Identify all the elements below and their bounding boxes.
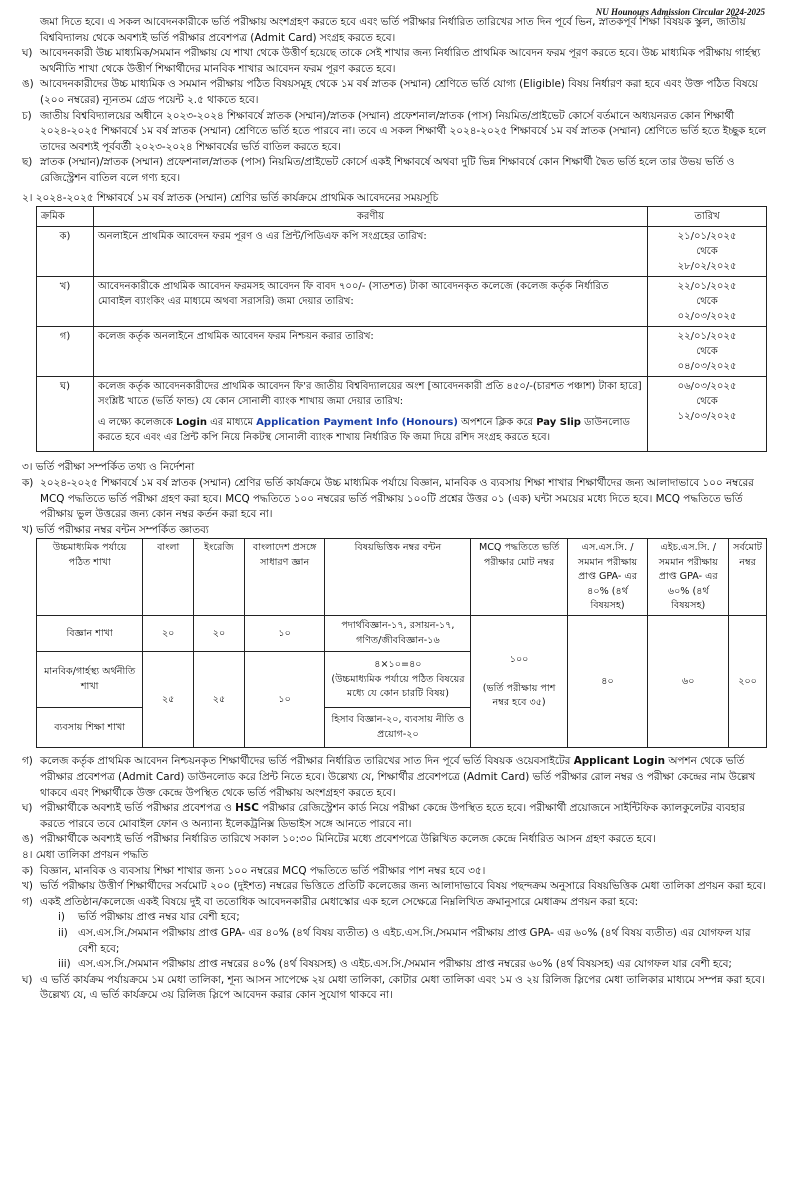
- table-row: বিজ্ঞান শাখা ২০ ২০ ১০ পদার্থবিজ্ঞান-১৭, রসায়ন-১৭, গণিত/জীববিজ্ঞান-১৬ ১০০ (ভর্তি পরীক্ষায় পাশ নম্বর হবে ৩৫) ৪০ ৬০ ২০০: [37, 616, 767, 652]
- rules-list-3: [22, 754, 767, 848]
- table-row: মানবিক/গার্হস্থ্য অর্থনীতি শাখা ২৫ ২৫ ১০ ৪×১০=৪০ (উচ্চমাধ্যমিক পর্যায়ে পঠিত বিষয়ের মধ্যে যে কোন চারটি বিষয়): [37, 652, 767, 708]
- rules-list-1: [22, 46, 767, 186]
- merit-sub-ii: ii) এস.এস.সি./সমমান পরীক্ষায় প্রাপ্ত GPA- এর ৪০% (৪র্থ বিষয় ব্যতীত) ও এইচ.এস.সি./সমমান পরীক্ষায় প্রাপ্ত GPA- এর ৬০% (৪র্থ বিষয় ব্যতীত) এর যোগফল যার বেশী হবে;: [58, 927, 751, 955]
- rule-cha: চ) জাতীয় বিশ্ববিদ্যালয়ের অধীনে ২০২৩-২০২৪ শিক্ষাবর্ষে স্নাতক (সম্মান)/স্নাতক (সম্মান) প্রফেশনাল/স্নাতক (পাস) নিয়মিত/প্রাইভেট কোর্সে বর্তমানে অধ্যয়নরত কোন শিক্ষার্থী ২০২৪-২০২৫ শিক্ষাবর্ষে ১ম বর্ষ স্নাতক (সম্মান) শ্রেণিতে ভর্তি হতে পারবে না। তবে এ সকল শিক্ষার্থী ২০২৪-২০২৫ শিক্ষাবর্ষে ১ম বর্ষ স্নাতক (সম্মান) শ্রেণিতে ভর্তি হতে ইচ্ছুক হলে তাদের অবশ্যই পূর্ববর্তী ২০২৩-২০২৪ শিক্ষাবর্ষের ভর্তি বাতিল করতে হবে।: [22, 109, 766, 153]
- document-page: [22, 0, 767, 1004]
- table-row: ঘ) কলেজ কর্তৃক আবেদনকারীদের প্রাথমিক আবেদন ফি'র জাতীয় বিশ্ববিদ্যালয়ের অংশ [আবেদনকারী প্রতি ৪৫০/-(চারশত পঞ্চাশ) টাকা হারে] সংশ্লিষ্ট খাতে (ভর্তি ফান্ড) যে কোন সোনালী ব্যাংক শাখায় জমা দেয়ার তারিখ: এ লক্ষ্যে কলেজকে Login এর মাধ্যমে Application Payment Info (Honours) অপশনে ক্লিক করে Pay Slip ডাউনলোড করতে হবে এবং এর প্রিন্ট কপি নিয়ে নিকটস্থ সোনালী ব্যাংক শাখায় নির্ধারিত ফি জমা দিয়ে রশিদ সংগ্রহ করতে হবে। ০৬/০৩/২০২৫ থেকে ১২/০৩/২০২৫: [37, 377, 767, 452]
- rule-uma-2: ঙ) পরীক্ষার্থীকে অবশ্যই ভর্তি পরীক্ষার নির্ধারিত তারিখে সকাল ১০:৩০ মিনিটের মধ্যে প্রবেশপত্রে উল্লিখিত কলেজ কেন্দ্রে নির্ধারিত আসন গ্রহণ করতে হবে।: [22, 833, 656, 846]
- intro-text: জমা দিতে হবে। এ সকল আবেদনকারীকে ভর্তি পরীক্ষায় অংশগ্রহণ করতে হবে এবং ভর্তি পরীক্ষার নির্ধারিত তারিখের সাত দিন পূর্বে ভিন, স্নাতকপূর্ব শিক্ষা বিষয়ক স্কুল, জাতীয় বিশ্ববিদ্যালয় থেকে অবশ্যই ভর্তি পরীক্ষার প্রবেশপত্র (Admit Card) সংগ্রহ করতে হবে।: [40, 16, 746, 44]
- merit-gha: ঘ) এ ভর্তি কার্যক্রম পর্যায়ক্রমে ১ম মেধা তালিকা, শূন্য আসন সাপেক্ষে ২য় মেধা তালিকা, কোটার মেধা তালিকা এবং ১ম ও ২য় রিলিজ স্লিপের মেধা তালিকার মাধ্যমে সম্পন্ন করা হবে। উল্লেখ্য যে, এ ভর্তি কার্যক্রমে ৩য় রিলিজ স্লিপে আবেদন করার কোন সুযোগ থাকবে না।: [22, 973, 765, 1002]
- table-row: ব্যবসায় শিক্ষা শাখা হিসাব বিজ্ঞান-২০, ব্যবসায় নীতি ও প্রয়োগ-২০: [37, 708, 767, 748]
- rule-gha: ঘ) আবেদনকারী উচ্চ মাধ্যমিক/সমমান পরীক্ষায় যে শাখা থেকে উত্তীর্ণ হয়েছে তাকে সেই শাখার জন্য নির্ধারিত প্রাথমিক আবেদন ফরম পূরণ করতে হবে। উচ্চ মাধ্যমিক পরীক্ষায় গার্হস্থ্য অর্থনীতি শাখা থেকে উত্তীর্ণ শিক্ষার্থীদের মানবিক শাখার আবেদন ফরম পূরণ করতে হবে।: [22, 47, 761, 75]
- exam-heading: ৩। ভর্তি পরীক্ষা সম্পর্কিত তথ্য ও নির্দেশনা: [22, 461, 195, 474]
- schedule-table: [36, 206, 767, 452]
- exam-kha-heading: খ) ভর্তি পরীক্ষার নম্বর বন্টন সম্পর্কিত জ্ঞাতব্য: [22, 523, 209, 536]
- schedule-heading: ২। ২০২৪-২০২৫ শিক্ষাবর্ষে ১ম বর্ষ স্নাতক (সম্মান) শ্রেণির ভর্তি কার্যক্রমে প্রাথমিক আবেদনের সময়সূচি: [22, 191, 439, 204]
- marks-table: [36, 538, 767, 748]
- rule-gha-2: ঘ) পরীক্ষার্থীকে অবশ্যই ভর্তি পরীক্ষার প্রবেশপত্র ও HSC পরীক্ষার রেজিস্ট্রেশন কার্ড নিয়ে পরীক্ষা কেন্দ্রে উপস্থিত হতে হবে। পরীক্ষার্থী প্রয়োজনে সাইন্টিফিক ক্যালকুলেটর ব্যবহার করতে পারবে তবে মোবাইল ফোন ও অন্যান্য ইলেকট্রনিক্স ডিভাইস সঙ্গে আনতে পারবে না।: [22, 802, 745, 830]
- header-title: NU Hounours Admission Circular 2024-2025: [595, 7, 765, 17]
- table-row: গ) কলেজ কর্তৃক অনলাইনে প্রাথমিক আবেদন ফরম নিশ্চয়ন করার তারিখ: ২২/০১/২০২৫ থেকে ০৪/০৩/২০২৫: [37, 327, 767, 377]
- rule-uma: ঙ) আবেদনকারীদের উচ্চ মাধ্যমিক ও সমমান পরীক্ষায় পঠিত বিষয়সমূহ থেকে ১ম বর্ষ স্নাতক (সম্মান) শ্রেণিতে ভর্তি যোগ্য (Eligible) বিষয় নির্ধারণ করা হবে এবং উক্ত পঠিত বিষয়ে (২০০ নম্বরের) ন্যূনতম গ্রেড পয়েন্ট ২.৫ থাকতে হবে।: [22, 78, 758, 107]
- rule-ga: গ) কলেজ কর্তৃক প্রাথমিক আবেদন নিশ্চয়নকৃত শিক্ষার্থীদের ভর্তি পরীক্ষার নির্ধারিত তারিখের সাত দিন পূর্বে ভর্তি বিষয়ক ওয়েবসাইটের Applicant Login অপশন থেকে ভর্তি পরীক্ষার প্রবেশপত্র (Admit Card) ডাউনলোড করে প্রিন্ট নিতে হবে। উল্লেখ্য যে, শিক্ষার্থীর প্রবেশপত্রে (Admit Card) ভর্তি পরীক্ষার রোল নম্বর ও পরীক্ষা কেন্দ্রের নাম উল্লেখ থাকবে এবং শিক্ষার্থীকে উক্ত কেন্দ্রে উপস্থিত থেকে ভর্তি পরীক্ষায় অংশগ্রহণ করতে হবে।: [22, 755, 756, 799]
- table-row: ক) অনলাইনে প্রাথমিক আবেদন ফরম পূরণ ও এর প্রিন্ট/পিডিএফ কপি সংগ্রহের তারিখ: ২১/০১/২০২৫ থেকে ২৮/০২/২০২৫: [37, 227, 767, 277]
- marks-header-row: উচ্চমাধ্যমিক পর্যায়ে পঠিত শাখা বাংলা ইংরেজি বাংলাদেশ প্রসঙ্গে সাধারণ জ্ঞান বিষয়ভিত্তিক নম্বর বন্টন MCQ পদ্ধতিতে ভর্তি পরীক্ষার মোট নম্বর এস.এস.সি. /সমমান পরীক্ষায় প্রাপ্ত GPA- এর ৪০% (৪র্থ বিষয়সহ) এইচ.এস.সি. /সমমান পরীক্ষায় প্রাপ্ত GPA- এর ৬০% (৪র্থ বিষয়সহ) সর্বমোট নম্বর: [37, 539, 767, 616]
- application-payment-info-link: Application Payment Info (Honours): [256, 417, 458, 429]
- merit-kha: খ) ভর্তি পরীক্ষায় উত্তীর্ণ শিক্ষার্থীদের সর্বমোট ২০০ (দুইশত) নম্বরের ভিত্তিতে প্রতিটি কলেজের জন্য আলাদাভাবে বিষয় পছন্দক্রম অনুসারে বিষয়ভিত্তিক মেধা তালিকা প্রণয়ন করা হবে।: [22, 880, 766, 893]
- merit-ka: ক) বিজ্ঞান, মানবিক ও ব্যবসায় শিক্ষা শাখার জন্য ১০০ নম্বরের MCQ পদ্ধতিতে ভর্তি পরীক্ষার পাশ নম্বর হবে ৩৫।: [22, 864, 486, 877]
- schedule-header-row: [37, 207, 767, 227]
- merit-heading: ৪। মেধা তালিকা প্রণয়ন পদ্ধতি: [22, 848, 149, 861]
- exam-ka: ক) ২০২৪-২০২৫ শিক্ষাবর্ষে ১ম বর্ষ স্নাতক (সম্মান) শ্রেণির ভর্তি কার্যক্রমে উচ্চ মাধ্যমিক পর্যায়ে বিজ্ঞান, মানবিক ও ব্যবসায় শিক্ষা শাখার শিক্ষার্থীদের জন্য আলাদাভাবে ১০০ নম্বরের MCQ পদ্ধতিতে ভর্তি পরীক্ষা গ্রহণ করা হবে। MCQ পদ্ধতিতে ১০০ নম্বরের ভর্তি পরীক্ষায় ১০০টি প্রশ্নের উত্তর ০১ (এক) ঘন্টা সময়ের মধ্যে দিতে হবে। MCQ পদ্ধতিতে ভর্তি পরীক্ষায় ভুল উত্তরের জন্য কোন নম্বর কর্তন করা হবে না।: [22, 476, 754, 521]
- merit-sub-i: i) ভর্তি পরীক্ষায় প্রাপ্ত নম্বর যার বেশী হবে;: [58, 911, 240, 924]
- payslip-instruction: এ লক্ষ্যে কলেজকে Login এর মাধ্যমে Application Payment Info (Honours) অপশনে ক্লিক করে Pay Slip ডাউনলোড করতে হবে এবং এর প্রিন্ট কপি নিয়ে নিকটস্থ সোনালী ব্যাংক শাখায় নির্ধারিত ফি জমা দিয়ে রশিদ সংগ্রহ করতে হবে।: [98, 417, 630, 444]
- col-date: তারিখ: [648, 207, 767, 227]
- col-task: করণীয়: [94, 207, 648, 227]
- rule-chha: ছ) স্নাতক (সম্মান)/স্নাতক (সম্মান) প্রফেশনাল/স্নাতক (পাস) নিয়মিত/প্রাইভেট কোর্সে একই শিক্ষাবর্ষে অথবা দুটি ভিন্ন শিক্ষাবর্ষে কোন শিক্ষার্থী দ্বৈত ভর্তি হলে তার উভয় ভর্তি ও রেজিস্ট্রেশন বাতিল বলে গণ্য হবে।: [22, 156, 735, 185]
- merit-sub-iii: iii) এস.এস.সি./সমমান পরীক্ষায় প্রাপ্ত নম্বরের ৪০% (৪র্থ বিষয়সহ) ও এইচ.এস.সি./সমমান পরীক্ষায় প্রাপ্ত নম্বরের ৬০% (৪র্থ বিষয়সহ) এর যোগফল যার বেশী হবে;: [58, 958, 732, 971]
- col-serial: ক্রমিক: [37, 207, 94, 227]
- merit-ga: গ) একই প্রতিষ্ঠান/কলেজে একই বিষয়ে দুই বা ততোধিক আবেদনকারীর মেধাস্কোর এক হলে সেক্ষেত্রে নিম্নলিখিত ক্রমানুসারে মেধাক্রম প্রণয়ন করা হবে:: [22, 895, 639, 908]
- table-row: খ) আবেদনকারীকে প্রাথমিক আবেদন ফরমসহ আবেদন ফি বাবদ ৭০০/- (সাতশত) টাকা আবেদনকৃত কলেজে (কলেজ কর্তৃক নির্ধারিত মোবাইল ব্যাংকিং এর মাধ্যমে অথবা সরাসরি) জমা দেয়ার তারিখ: ২২/০১/২০২৫ থেকে ০২/০৩/২০২৫: [37, 277, 767, 327]
